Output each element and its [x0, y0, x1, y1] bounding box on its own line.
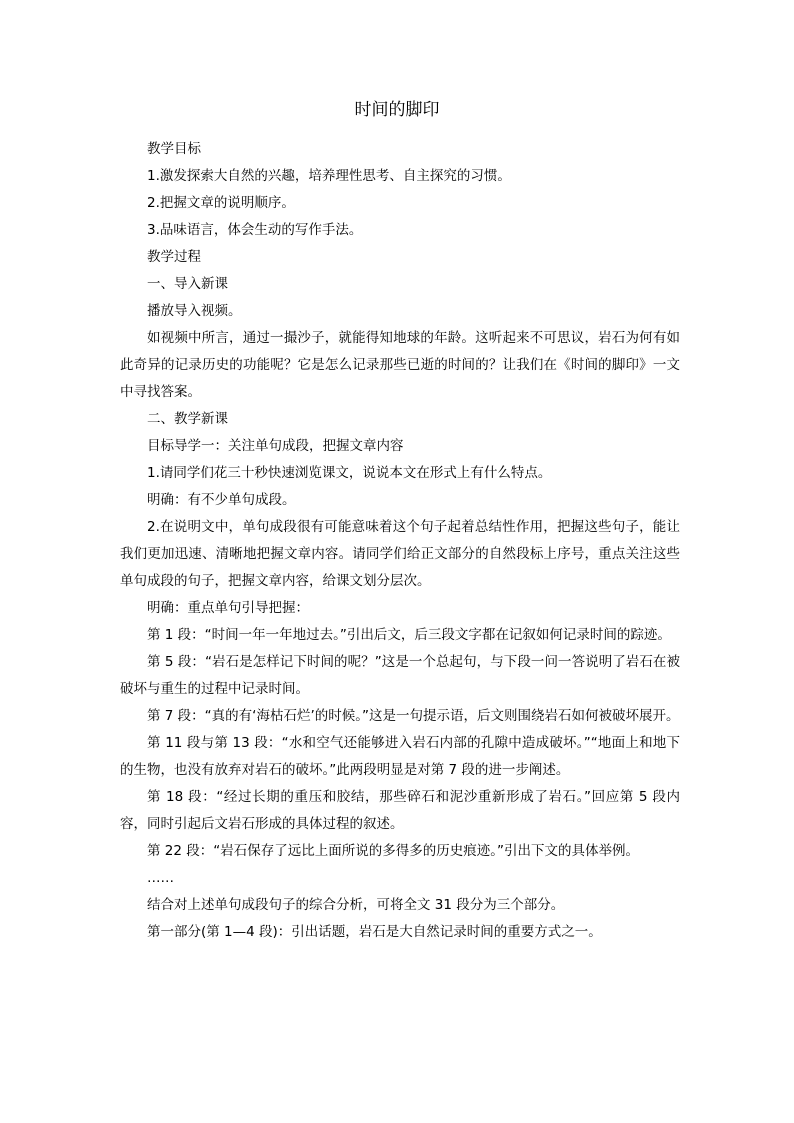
- body-paragraph: 结合对上述单句成段句子的综合分析，可将全文 31 段分为三个部分。: [147, 897, 565, 913]
- body-paragraph: 明确：重点单句引导把握：: [147, 600, 309, 616]
- subsection-heading: 二、教学新课: [147, 411, 228, 427]
- body-paragraph: 明确：有不少单句成段。: [147, 492, 296, 508]
- body-paragraph: 第 1 段：“时间一年一年地过去。”引出后文，后三段文字都在记叙如何记录时间的踪迹。: [147, 627, 671, 643]
- page-title: 时间的脚印: [354, 100, 440, 120]
- body-paragraph: 第 22 段：“岩石保存了远比上面所说的多得多的历史痕迹。”引出下文的具体举例。: [147, 843, 639, 859]
- document-body: [120, 136, 680, 946]
- body-paragraph: 第 11 段与第 13 段：“水和空气还能够进入岩石内部的孔隙中造成破坏。”“地面上和地下的生物，也没有放弃对岩石的破坏。”此两段明显是对第 7 段的进一步阐述。: [120, 735, 680, 778]
- objective-item: 3.品味语言，体会生动的写作手法。: [147, 222, 363, 238]
- guide-heading: 目标导学一：关注单句成段，把握文章内容: [147, 438, 404, 454]
- ellipsis-line: ……: [147, 870, 174, 886]
- section-heading-objectives: 教学目标: [147, 141, 201, 157]
- body-paragraph: 第 18 段：“经过长期的重压和胶结，那些碎石和泥沙重新形成了岩石。”回应第 5 段内容，同时引起后文岩石形成的具体过程的叙述。: [120, 789, 680, 832]
- body-paragraph: 1.请同学们花三十秒快速浏览课文，说说本文在形式上有什么特点。: [147, 465, 552, 481]
- body-paragraph: 2.在说明文中，单句成段很有可能意味着这个句子起着总结性作用，把握这些句子，能让我们更加迅速、清晰地把握文章内容。请同学们给正文部分的自然段标上序号，重点关注这些单句成段的句子，把握文章内容，给课文划分层次。: [120, 519, 680, 589]
- body-paragraph: 第 7 段：“真的有‘海枯石烂’的时候。”这是一句提示语，后文则围绕岩石如何被破坏展开。: [147, 708, 680, 724]
- body-paragraph: 第 5 段：“岩石是怎样记下时间的呢？”这是一个总起句，与下段一问一答说明了岩石在被破坏与重生的过程中记录时间。: [120, 654, 680, 697]
- body-paragraph: 如视频中所言，通过一撮沙子，就能得知地球的年龄。这听起来不可思议，岩石为何有如此奇异的记录历史的功能呢？它是怎么记录那些已逝的时间的？让我们在《时间的脚印》一文中寻找答案。: [120, 330, 680, 400]
- subsection-heading: 一、导入新课: [147, 276, 228, 292]
- body-paragraph: 第一部分(第 1—4 段)：引出话题，岩石是大自然记录时间的重要方式之一。: [147, 924, 602, 940]
- section-heading-process: 教学过程: [147, 249, 201, 265]
- body-paragraph: 播放导入视频。: [147, 303, 242, 319]
- objective-item: 1.激发探索大自然的兴趣，培养理性思考、自主探究的习惯。: [147, 168, 511, 184]
- objective-item: 2.把握文章的说明顺序。: [147, 195, 295, 211]
